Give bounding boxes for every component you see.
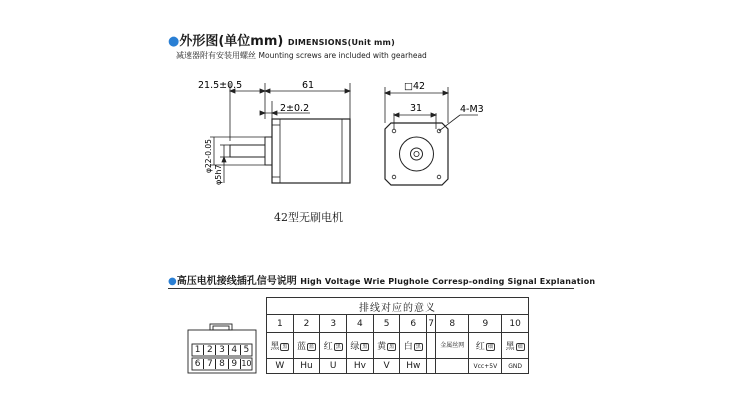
table-header-row — [267, 298, 529, 315]
connector-pin-10: 10 — [241, 359, 252, 368]
dim-61-label: 61 — [302, 80, 315, 91]
connector-bottom-row — [192, 359, 252, 369]
dim-sq42-label: □42 — [404, 81, 426, 92]
wire-color: 绿 — [350, 342, 360, 352]
connector-pin-3: 3 — [216, 345, 228, 355]
wire-color-cell — [427, 333, 436, 359]
wire-color-cell — [400, 333, 427, 359]
wire-color: 蓝 — [297, 342, 307, 352]
signal-cell: Hu — [293, 359, 320, 374]
signal-cell: V — [373, 359, 400, 374]
drawing-caption: 42型无刷电机 — [274, 211, 343, 224]
wiring-title-en: High Voltage Wrie Plughole Corresp-onding Signal Explanation — [300, 277, 596, 286]
table-header: 排线对应的意义 — [267, 298, 529, 315]
wire-color: 红 — [475, 342, 485, 352]
wire-color-cell — [293, 333, 320, 359]
pin-number: 4 — [347, 315, 374, 333]
dim-31-label: 31 — [410, 103, 423, 114]
motor-front-view-drawing — [370, 75, 510, 195]
dimensions-title-cn: 外形图(单位mm) — [179, 34, 284, 49]
pin-number: 8 — [436, 315, 469, 333]
signal-cell: Hv — [347, 359, 374, 374]
dimensions-subtitle-cn: 减速器附有安装用螺丝 — [176, 51, 256, 60]
connector-pin-8: 8 — [216, 359, 228, 369]
wire-tag: 细 — [517, 344, 523, 350]
pin-number: 10 — [502, 315, 529, 333]
signal-cell: U — [320, 359, 347, 374]
dim-d22-label: φ22-0.05 — [204, 139, 213, 173]
wire-color-cell — [267, 333, 294, 359]
dimensions-title: ●外形图(单位mm) DIMENSIONS(Unit mm) — [168, 34, 395, 49]
signal-cell: W — [267, 359, 294, 374]
wire-color: 黄 — [377, 342, 387, 352]
wire-tag: 黑 — [335, 344, 341, 350]
signal-cell: Vcc+5V — [469, 359, 502, 374]
wire-color: 金属丝网 — [440, 341, 465, 349]
wire-tag: 黑 — [389, 344, 395, 350]
connector-pin-4: 4 — [229, 345, 241, 355]
dimensions-title-en: DIMENSIONS(Unit mm) — [287, 38, 395, 47]
wire-color: 红 — [323, 342, 333, 352]
connector-top-row — [192, 345, 252, 355]
wire-color: 白 — [403, 342, 413, 352]
wire-color-cell — [469, 333, 502, 359]
wire-color-cell — [436, 333, 469, 359]
signal-cell: GND — [502, 359, 529, 374]
wire-color-cell — [320, 333, 347, 359]
wire-tag: 黑 — [282, 344, 288, 350]
wire-color: 黑 — [505, 342, 515, 352]
pin-number: 1 — [267, 315, 294, 333]
dim-2-label: 2±0.2 — [280, 103, 310, 114]
pin-number: 7 — [427, 315, 436, 333]
wire-color-cell — [502, 333, 529, 359]
signal-cell: Hw — [400, 359, 427, 374]
wire-tag: 黑 — [415, 344, 421, 350]
pin-number-row — [267, 315, 529, 333]
wire-color-cell — [373, 333, 400, 359]
wiring-title-cn: 高压电机接线插孔信号说明 — [176, 276, 297, 287]
dimensions-subtitle-en: Mounting screws are included with gearhead — [258, 51, 427, 60]
connector-pin-9: 9 — [229, 359, 241, 369]
signal-row — [267, 359, 529, 374]
dim-d5-label: φ5h7 — [214, 164, 223, 185]
motor-side-view-drawing — [180, 75, 360, 195]
signal-cell — [427, 359, 436, 374]
signal-cell — [436, 359, 469, 374]
pin-number: 6 — [400, 315, 427, 333]
connector-pin-7: 7 — [204, 359, 216, 369]
dimensions-subtitle — [176, 50, 427, 61]
wire-color-cell — [347, 333, 374, 359]
wiring-title: ●高压电机接线插孔信号说明 High Voltage Wrie Plughole Corresp-onding Signal Explanation — [168, 276, 596, 287]
wiring-divider — [168, 288, 574, 289]
connector-pin-1: 1 — [192, 345, 204, 355]
pin-number: 2 — [293, 315, 320, 333]
pin-number: 9 — [469, 315, 502, 333]
wire-color-row — [267, 333, 529, 359]
signal-table — [266, 297, 529, 374]
wire-tag: 蓝 — [309, 344, 315, 350]
connector-pin-5: 5 — [243, 345, 250, 355]
pin-number: 5 — [373, 315, 400, 333]
wire-color: 黑 — [270, 342, 280, 352]
dim-21-5-label: 21.5±0.5 — [198, 80, 243, 91]
dim-m3-label: 4-M3 — [460, 104, 484, 115]
wire-tag: 黑 — [362, 344, 368, 350]
wire-tag: 细 — [487, 344, 493, 350]
pin-number: 3 — [320, 315, 347, 333]
connector-pin-2: 2 — [204, 345, 216, 355]
connector-pin-6: 6 — [192, 359, 204, 369]
